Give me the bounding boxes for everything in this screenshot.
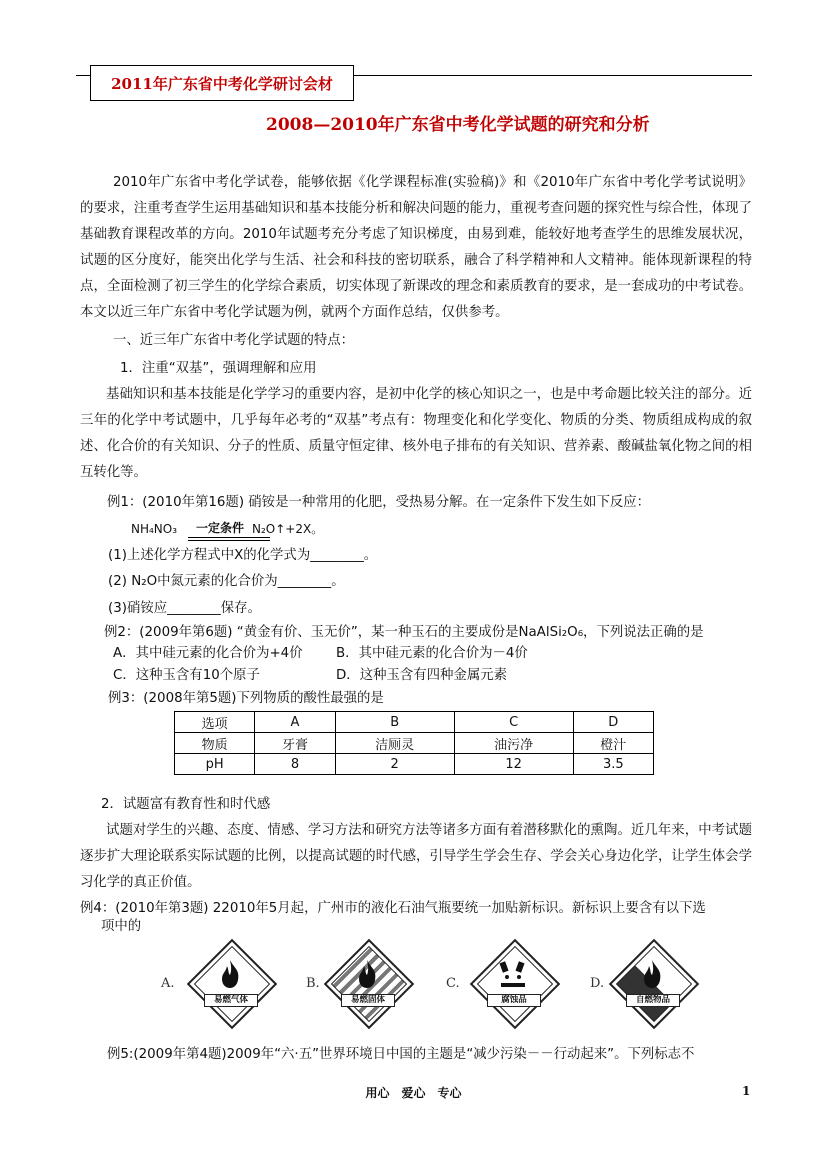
ex4-option-a-sign [188, 940, 272, 1024]
ex4-option-b-sign [325, 940, 409, 1024]
sub2-heading: 2．试题富有教育性和时代感 [101, 797, 271, 812]
section1-heading: 一、近三年广东省中考化学试题的特点： [113, 333, 355, 348]
table-cell: 橙汁 [573, 733, 653, 754]
page-number: 1 [742, 1084, 751, 1098]
table-cell: D [573, 712, 653, 733]
ex5-line: 例5:(2009年第4题)2009年“六·五”世界环境日中国的主题是“减少污染－－行动起来”。下列标志不 [107, 1047, 695, 1062]
sub1-heading: 1．注重“双基”，强调理解和应用 [120, 361, 317, 376]
flame-icon [216, 958, 244, 990]
ex4-stem-line1: 例4：(2010年第3题) 22010年5月起，广州市的液化石油气瓶要统一加贴新标识。新标识上要含有以下选 [80, 901, 706, 916]
flame-icon [638, 958, 666, 990]
table-cell: 8 [255, 754, 335, 775]
ex1-condition: 一定条件 [196, 521, 245, 535]
table-cell: 2 [335, 754, 454, 775]
ex4-option-d-sign [610, 940, 694, 1024]
corrosive-icon [499, 958, 527, 990]
table-row [175, 733, 654, 754]
table-cell: 3.5 [573, 754, 653, 775]
page-title: 2008—2010年广东省中考化学试题的研究和分析 [266, 115, 650, 135]
table-cell: 油污净 [454, 733, 573, 754]
table-cell: 物质 [175, 733, 255, 754]
ex4-option-d-label: 自燃物品 [626, 994, 680, 1007]
table-cell: B [335, 712, 454, 733]
ex4-option-a-letter: A. [161, 976, 175, 991]
ex3-stem: 例3：(2008年第5题)下列物质的酸性最强的是 [108, 691, 384, 706]
table-cell: 洁厕灵 [335, 733, 454, 754]
table-cell: 12 [454, 754, 573, 775]
ex4-option-b-letter: B. [306, 976, 320, 991]
ex1-stem: 例1：(2010年第16题) 硝铵是一种常用的化肥，受热易分解。在一定条件下发生如下反应： [107, 495, 651, 510]
ex4-option-c-sign [471, 940, 555, 1024]
ex2-opt-b: B．其中硅元素的化合价为－4价 [336, 646, 528, 661]
sub2-paragraph: 试题对学生的兴趣、态度、情感、学习方法和研究方法等诸多方面有着潜移默化的熏陶。近几年来，中考试题逐步扩大理论联系实际试题的比例，以提高试题的时代感，引导学生学会生存、学会关心身边化学，让学生体会学习化学的真正价值。 [80, 823, 752, 890]
ex2-stem: 例2：(2009年第6题) “黄金有价、玉无价”，某一种玉石的主要成份是NaAlSi₂O₆，下列说法正确的是 [104, 625, 704, 640]
ex4-option-a-label: 易燃气体 [204, 994, 258, 1007]
table-row [175, 712, 654, 733]
ex2-opt-d: D．这种玉含有四种金属元素 [336, 668, 507, 683]
ex2-opt-c: C．这种玉含有10个原子 [113, 668, 260, 683]
header-box: 2011年广东省中考化学研讨会材 [90, 65, 354, 101]
ex4-stem-line2: 项中的 [101, 919, 142, 934]
table-cell: C [454, 712, 573, 733]
sub1-paragraph: 基础知识和基本技能是化学学习的重要内容，是初中化学的核心知识之一，也是中考命题比较关注的部分。近三年的化学中考试题中，几乎每年必考的“双基”考点有：物理变化和化学变化、物质的分类、物质组成构成的叙述、化合价的有关知识、分子的性质、质量守恒定律、核外电子排布的有关知识、营养素、酸碱盐氧化物之间的相互转化等。 [80, 387, 752, 480]
intro-paragraph: 2010年广东省中考化学试卷，能够依据《化学课程标准(实验稿)》和《2010年广东省中考化学考试说明》的要求，注重考查学生运用基础知识和基本技能分析和解决问题的能力，重视考查问题的探究性与综合性，体现了基础教育课程改革的方向。2010年试题考充分考虑了知识梯度，由易到难，能较好地考查学生的思维发展状况，试题的区分度好，能突出化学与生活、社会和科技的密切联系，融合了科学精神和人文精神。能体现新课程的特点，全面检测了初三学生的化学综合素质，切实体现了新课改的理念和素质教育的要求，是一套成功的中考试卷。本文以近三年广东省中考化学试题为例，就两个方面作总结，仅供参考。 [80, 175, 752, 320]
ex1-product: N₂O↑+2X。 [252, 522, 324, 536]
ex4-option-c-label: 腐蚀品 [487, 994, 541, 1007]
page-footer: 用心 爱心 专心 [365, 1086, 462, 1100]
ex1-q1: (1)上述化学方程式中X的化学式为________。 [108, 548, 378, 563]
ex1-q2: (2) N₂O中氮元素的化合价为________。 [108, 574, 345, 589]
ex4-option-d-letter: D. [590, 976, 605, 991]
table-row [175, 754, 654, 775]
ex2-opt-a: A．其中硅元素的化合价为+4价 [113, 646, 303, 661]
ph-table [174, 711, 654, 775]
ex1-q3: (3)硝铵应________保存。 [108, 601, 261, 616]
table-cell: A [255, 712, 335, 733]
table-cell: 选项 [175, 712, 255, 733]
ex4-option-b-label: 易燃固体 [341, 994, 395, 1007]
table-cell: 牙膏 [255, 733, 335, 754]
ex4-option-c-letter: C. [446, 976, 460, 991]
ex1-reactant: NH₄NO₃ [131, 522, 178, 536]
table-cell: pH [175, 754, 255, 775]
flame-icon [353, 958, 381, 990]
